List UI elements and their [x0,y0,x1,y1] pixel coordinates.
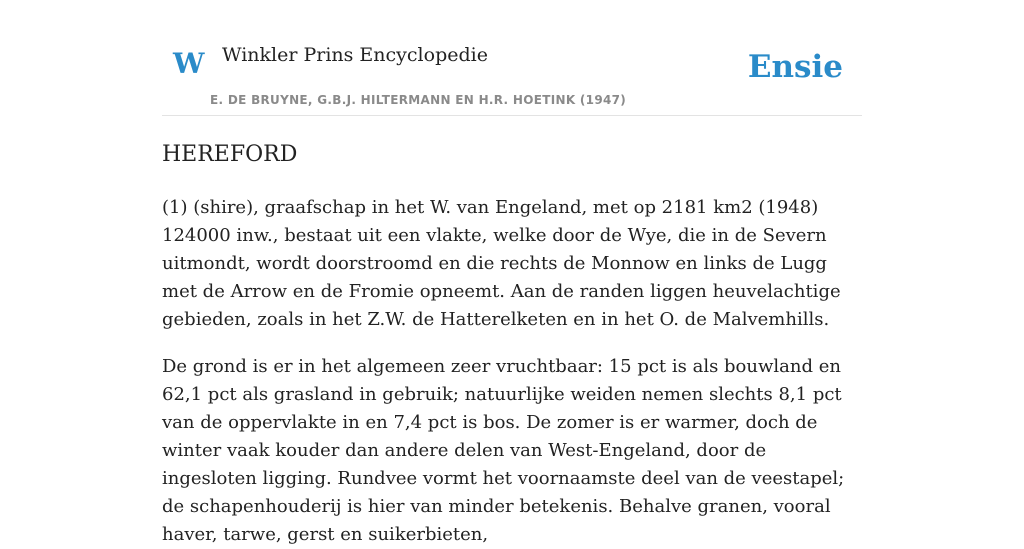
article-paragraph: (1) (shire), graafschap in het W. van Engeland, met op 2181 km2 (1948) 124000 inw., bestaat uit een vlakte, welke door de Wye, die in de Severn uitmondt, wordt doorstroomd en die rechts de Monnow en links de Lugg met de Arrow en de Fromie opneemt. Aan de randen liggen heuvelachtige gebieden, zoals in het Z.W. de Hatterelketen en in het O. de Malvemhills. [162,197,841,330]
article-title: HEREFORD [162,142,298,167]
ensie-brand-link[interactable]: Ensie [747,49,843,85]
site-header [162,0,862,116]
authors-byline: E. DE BRUYNE, G.B.J. HILTERMANN EN H.R. HOETINK (1947) [210,93,627,107]
site-title[interactable]: Winkler Prins Encyclopedie [222,44,488,66]
winkler-prins-logo[interactable]: W [173,47,205,80]
article-paragraph: De grond is er in het algemeen zeer vruchtbaar: 15 pct is als bouwland en 62,1 pct als grasland in gebruik; natuurlijke weiden nemen slechts 8,1 pct van de oppervlakte in en 7,4 pct is bos. De zomer is er warmer, doch de winter vaak kouder dan andere delen van West-Engeland, door de ingesloten ligging. Rundvee vormt het voornaamste deel van de veestapel; de schapenhouderij is hier van minder betekenis. Behalve granen, vooral haver, tarwe, gerst en suikerbieten, [162,356,845,545]
article-body [162,140,864,549]
